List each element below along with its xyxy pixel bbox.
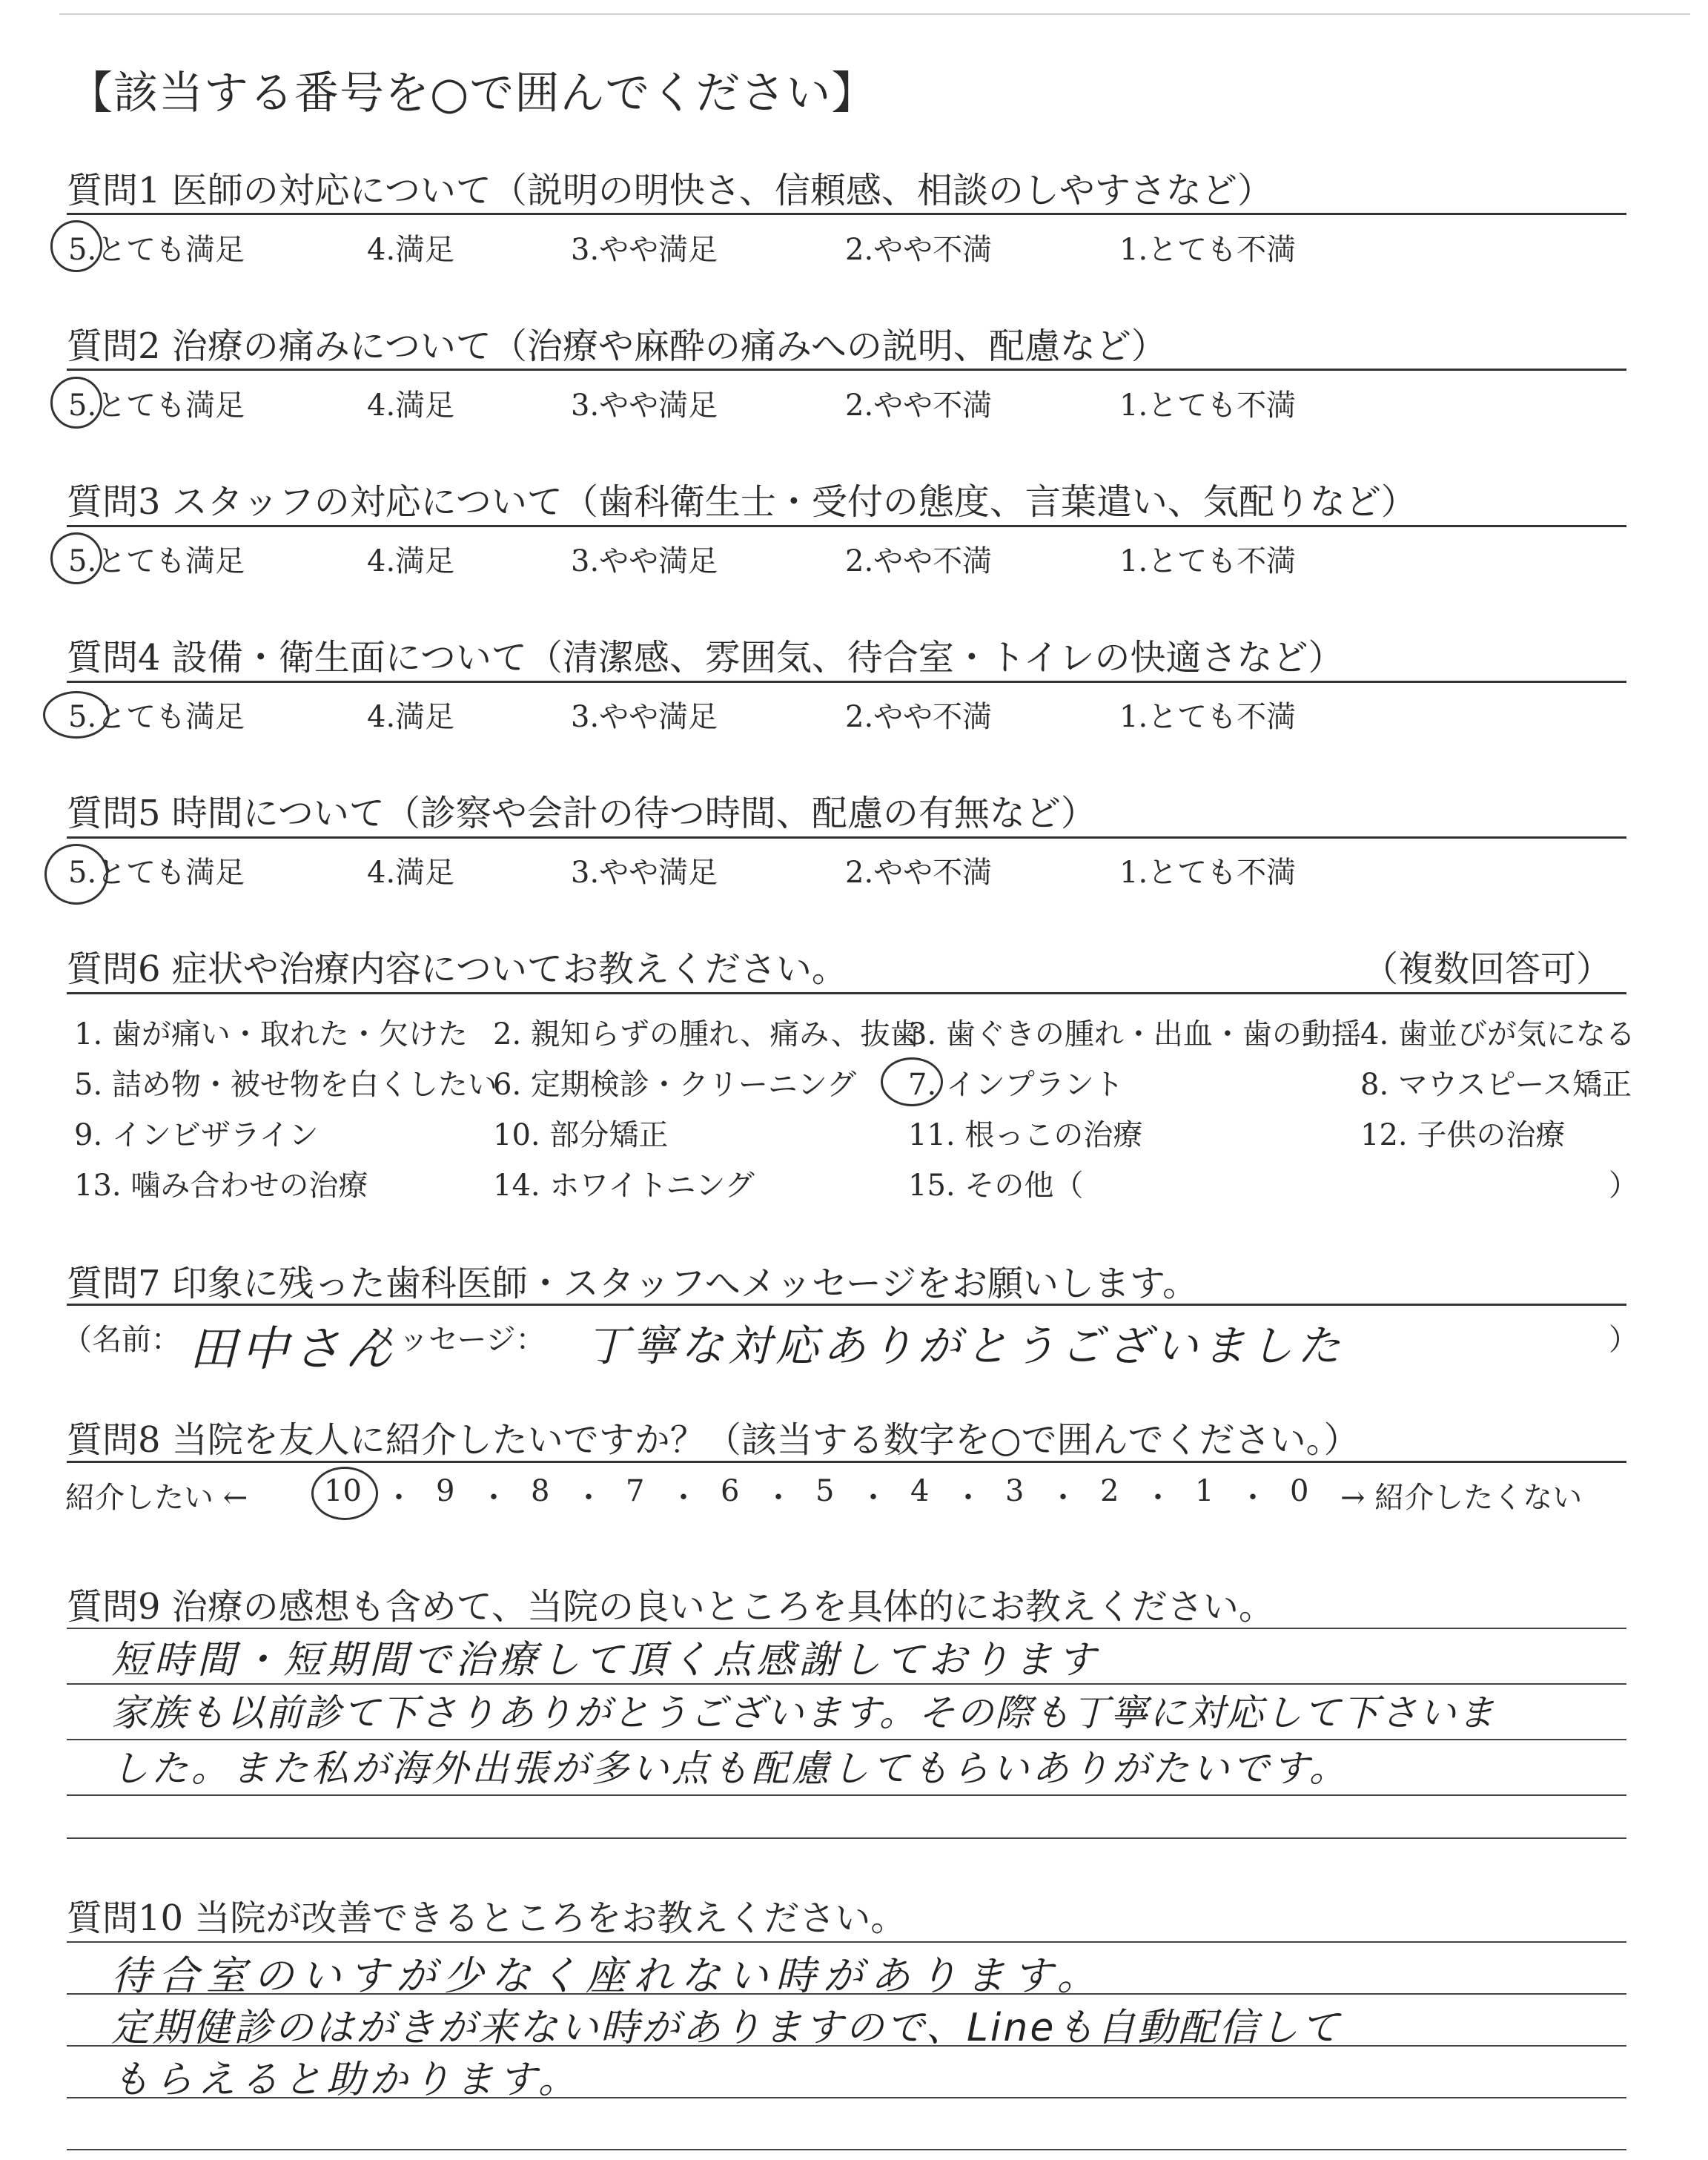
q8-dot: ・ — [1238, 1481, 1268, 1515]
q8-scale-5[interactable]: 5 — [815, 1474, 835, 1508]
q2-option-3[interactable]: 3.やや満足 — [571, 389, 718, 423]
q9-answer-line-3[interactable]: した。また私が海外出張が多い点も配慮してもらいありがたいです。 — [111, 1747, 1349, 1790]
q2-option-2[interactable]: 2.やや不満 — [845, 389, 993, 423]
q3-option-3[interactable]: 3.やや満足 — [571, 544, 718, 578]
q8-scale-6[interactable]: 6 — [721, 1474, 740, 1508]
q6-item-3[interactable]: 3. 歯ぐきの腫れ・出血・歯の動揺 — [908, 1017, 1361, 1051]
q5-rule — [67, 836, 1626, 839]
q9-answer-line-1[interactable]: 短時間・短期間で治療して頂く点感謝しております — [111, 1638, 1101, 1682]
q4-option-1[interactable]: 1.とても不満 — [1119, 700, 1297, 734]
q1-option-1[interactable]: 1.とても不満 — [1119, 233, 1297, 267]
q6-item-4[interactable]: 4. 歯並びが気になる — [1360, 1017, 1635, 1051]
q8-scale-9[interactable]: 9 — [436, 1474, 455, 1508]
q4-rule — [67, 681, 1626, 683]
q2-option-1[interactable]: 1.とても不満 — [1119, 389, 1297, 423]
q8-title: 質問8 当院を友人に紹介したいですか？（該当する数字を○で囲んでください。） — [67, 1419, 1360, 1461]
q9-line-5 — [67, 1837, 1626, 1839]
q8-scale-2[interactable]: 2 — [1100, 1474, 1119, 1508]
q10-answer-line-3[interactable]: もらえると助かります。 — [111, 2058, 581, 2102]
q6-item-11[interactable]: 11. 根っこの治療 — [908, 1118, 1143, 1152]
q8-dot: ・ — [953, 1481, 983, 1515]
q2-title: 質問2 治療の痛みについて（治療や麻酔の痛みへの説明、配慮など） — [67, 326, 1167, 367]
form-header: 【該当する番号を○で囲んでください】 — [68, 67, 877, 119]
q1-option-3[interactable]: 3.やや満足 — [571, 233, 718, 267]
q5-option-2[interactable]: 2.やや不満 — [845, 856, 993, 890]
q6-item-7[interactable]: 7. インプラント — [908, 1068, 1124, 1102]
q3-option-2[interactable]: 2.やや不満 — [845, 544, 993, 578]
q10-line-5 — [67, 2149, 1626, 2150]
q1-option-2[interactable]: 2.やや不満 — [845, 233, 993, 267]
q2-option-4[interactable]: 4.満足 — [367, 389, 455, 423]
q4-option-3[interactable]: 3.やや満足 — [571, 700, 718, 734]
q6-item-6[interactable]: 6. 定期検診・クリーニング — [493, 1068, 857, 1102]
q8-scale-0[interactable]: 0 — [1290, 1474, 1309, 1508]
top-border — [59, 13, 1690, 15]
q9-line-4 — [67, 1794, 1626, 1796]
q1-title: 質問1 医師の対応について（説明の明快さ、信頼感、相談のしやすさなど） — [67, 170, 1273, 211]
q6-title: 質問6 症状や治療内容についてお教えください。 — [67, 948, 847, 990]
q2-rule — [67, 369, 1626, 371]
q6-item-15[interactable]: 15. その他（ — [908, 1169, 1084, 1203]
q6-rule — [67, 992, 1626, 994]
q1-rule — [67, 213, 1626, 215]
q6-item-12[interactable]: 12. 子供の治療 — [1360, 1118, 1566, 1152]
q7-name-label: （名前： — [62, 1323, 181, 1357]
q6-item-5[interactable]: 5. 詰め物・被せ物を白くしたい — [74, 1068, 497, 1102]
q7-close: ） — [1609, 1323, 1638, 1357]
q4-title: 質問4 設備・衛生面について（清潔感、雰囲気、待合室・トイレの快適さなど） — [67, 637, 1344, 678]
q3-option-4[interactable]: 4.満足 — [367, 544, 455, 578]
q3-option-1[interactable]: 1.とても不満 — [1119, 544, 1297, 578]
q8-scale-10[interactable]: 10 — [324, 1474, 362, 1508]
q5-option-5[interactable]: 5.とても満足 — [68, 856, 245, 890]
q9-answer-line-2[interactable]: 家族も以前診て下さりありがとうございます。その際も丁寧に対応して下さいま — [111, 1691, 1496, 1734]
q5-option-1[interactable]: 1.とても不満 — [1119, 856, 1297, 890]
q9-title: 質問9 治療の感想も含めて、当院の良いところを具体的にお教えください。 — [67, 1586, 1274, 1628]
q5-title: 質問5 時間について（診察や会計の待つ時間、配慮の有無など） — [67, 793, 1096, 834]
q6-item-10[interactable]: 10. 部分矯正 — [493, 1118, 669, 1152]
q8-left-label: 紹介したい ← — [65, 1481, 248, 1515]
q3-option-5[interactable]: 5.とても満足 — [68, 544, 245, 578]
q8-scale-8[interactable]: 8 — [531, 1474, 550, 1508]
q8-dot: ・ — [1048, 1481, 1078, 1515]
q6-item-9[interactable]: 9. インビザライン — [74, 1118, 319, 1152]
q5-option-3[interactable]: 3.やや満足 — [571, 856, 718, 890]
q1-option-4[interactable]: 4.満足 — [367, 233, 455, 267]
q8-dot: ・ — [574, 1481, 603, 1515]
q2-option-5[interactable]: 5.とても満足 — [68, 389, 245, 423]
q10-title: 質問10 当院が改善できるところをお教えください。 — [67, 1898, 907, 1939]
q6-item-13[interactable]: 13. 噛み合わせの治療 — [74, 1169, 368, 1203]
q4-option-2[interactable]: 2.やや不満 — [845, 700, 993, 734]
q6-note: （複数回答可） — [1363, 948, 1612, 990]
q8-dot: ・ — [384, 1481, 414, 1515]
q8-dot: ・ — [1143, 1481, 1173, 1515]
q7-title: 質問7 印象に残った歯科医師・スタッフへメッセージをお願いします。 — [67, 1263, 1199, 1304]
q10-answer-line-1[interactable]: 待合室のいすが少なく座れない時があります。 — [111, 1952, 1105, 1999]
q3-title: 質問3 スタッフの対応について（歯科衛生士・受付の態度、言葉遣い、気配りなど） — [67, 481, 1417, 523]
q7-name-value[interactable]: 田中さん — [189, 1322, 397, 1377]
q8-scale-4[interactable]: 4 — [910, 1474, 930, 1508]
q5-option-4[interactable]: 4.満足 — [367, 856, 455, 890]
q7-message-value[interactable]: 丁寧な対応ありがとうございました — [586, 1321, 1345, 1371]
q4-option-4[interactable]: 4.満足 — [367, 700, 455, 734]
q10-line-1 — [67, 1941, 1626, 1943]
q8-scale-7[interactable]: 7 — [626, 1474, 645, 1508]
q6-item-14[interactable]: 14. ホワイトニング — [493, 1169, 755, 1203]
q7-message-label: メッセージ： — [369, 1323, 546, 1357]
q6-other-close: ） — [1609, 1169, 1638, 1203]
q10-answer-line-2[interactable]: 定期健診のはがきが来ない時がありますので、Lineも自動配信して — [111, 2006, 1342, 2050]
q3-rule — [67, 525, 1626, 527]
q8-dot: ・ — [669, 1481, 698, 1515]
q8-dot: ・ — [764, 1481, 793, 1515]
q6-item-2[interactable]: 2. 親知らずの腫れ、痛み、抜歯 — [493, 1017, 920, 1051]
q8-scale-1[interactable]: 1 — [1195, 1474, 1214, 1508]
q8-right-label: → 紹介したくない — [1340, 1481, 1583, 1515]
q8-dot: ・ — [858, 1481, 888, 1515]
q7-rule — [67, 1304, 1626, 1306]
q6-item-1[interactable]: 1. 歯が痛い・取れた・欠けた — [74, 1017, 468, 1051]
q4-option-5[interactable]: 5.とても満足 — [68, 700, 245, 734]
q8-scale-3[interactable]: 3 — [1005, 1474, 1025, 1508]
q8-rule — [67, 1461, 1626, 1463]
q1-option-5[interactable]: 5.とても満足 — [68, 233, 245, 267]
q6-item-8[interactable]: 8. マウスピース矯正 — [1360, 1068, 1632, 1102]
q8-dot: ・ — [479, 1481, 509, 1515]
